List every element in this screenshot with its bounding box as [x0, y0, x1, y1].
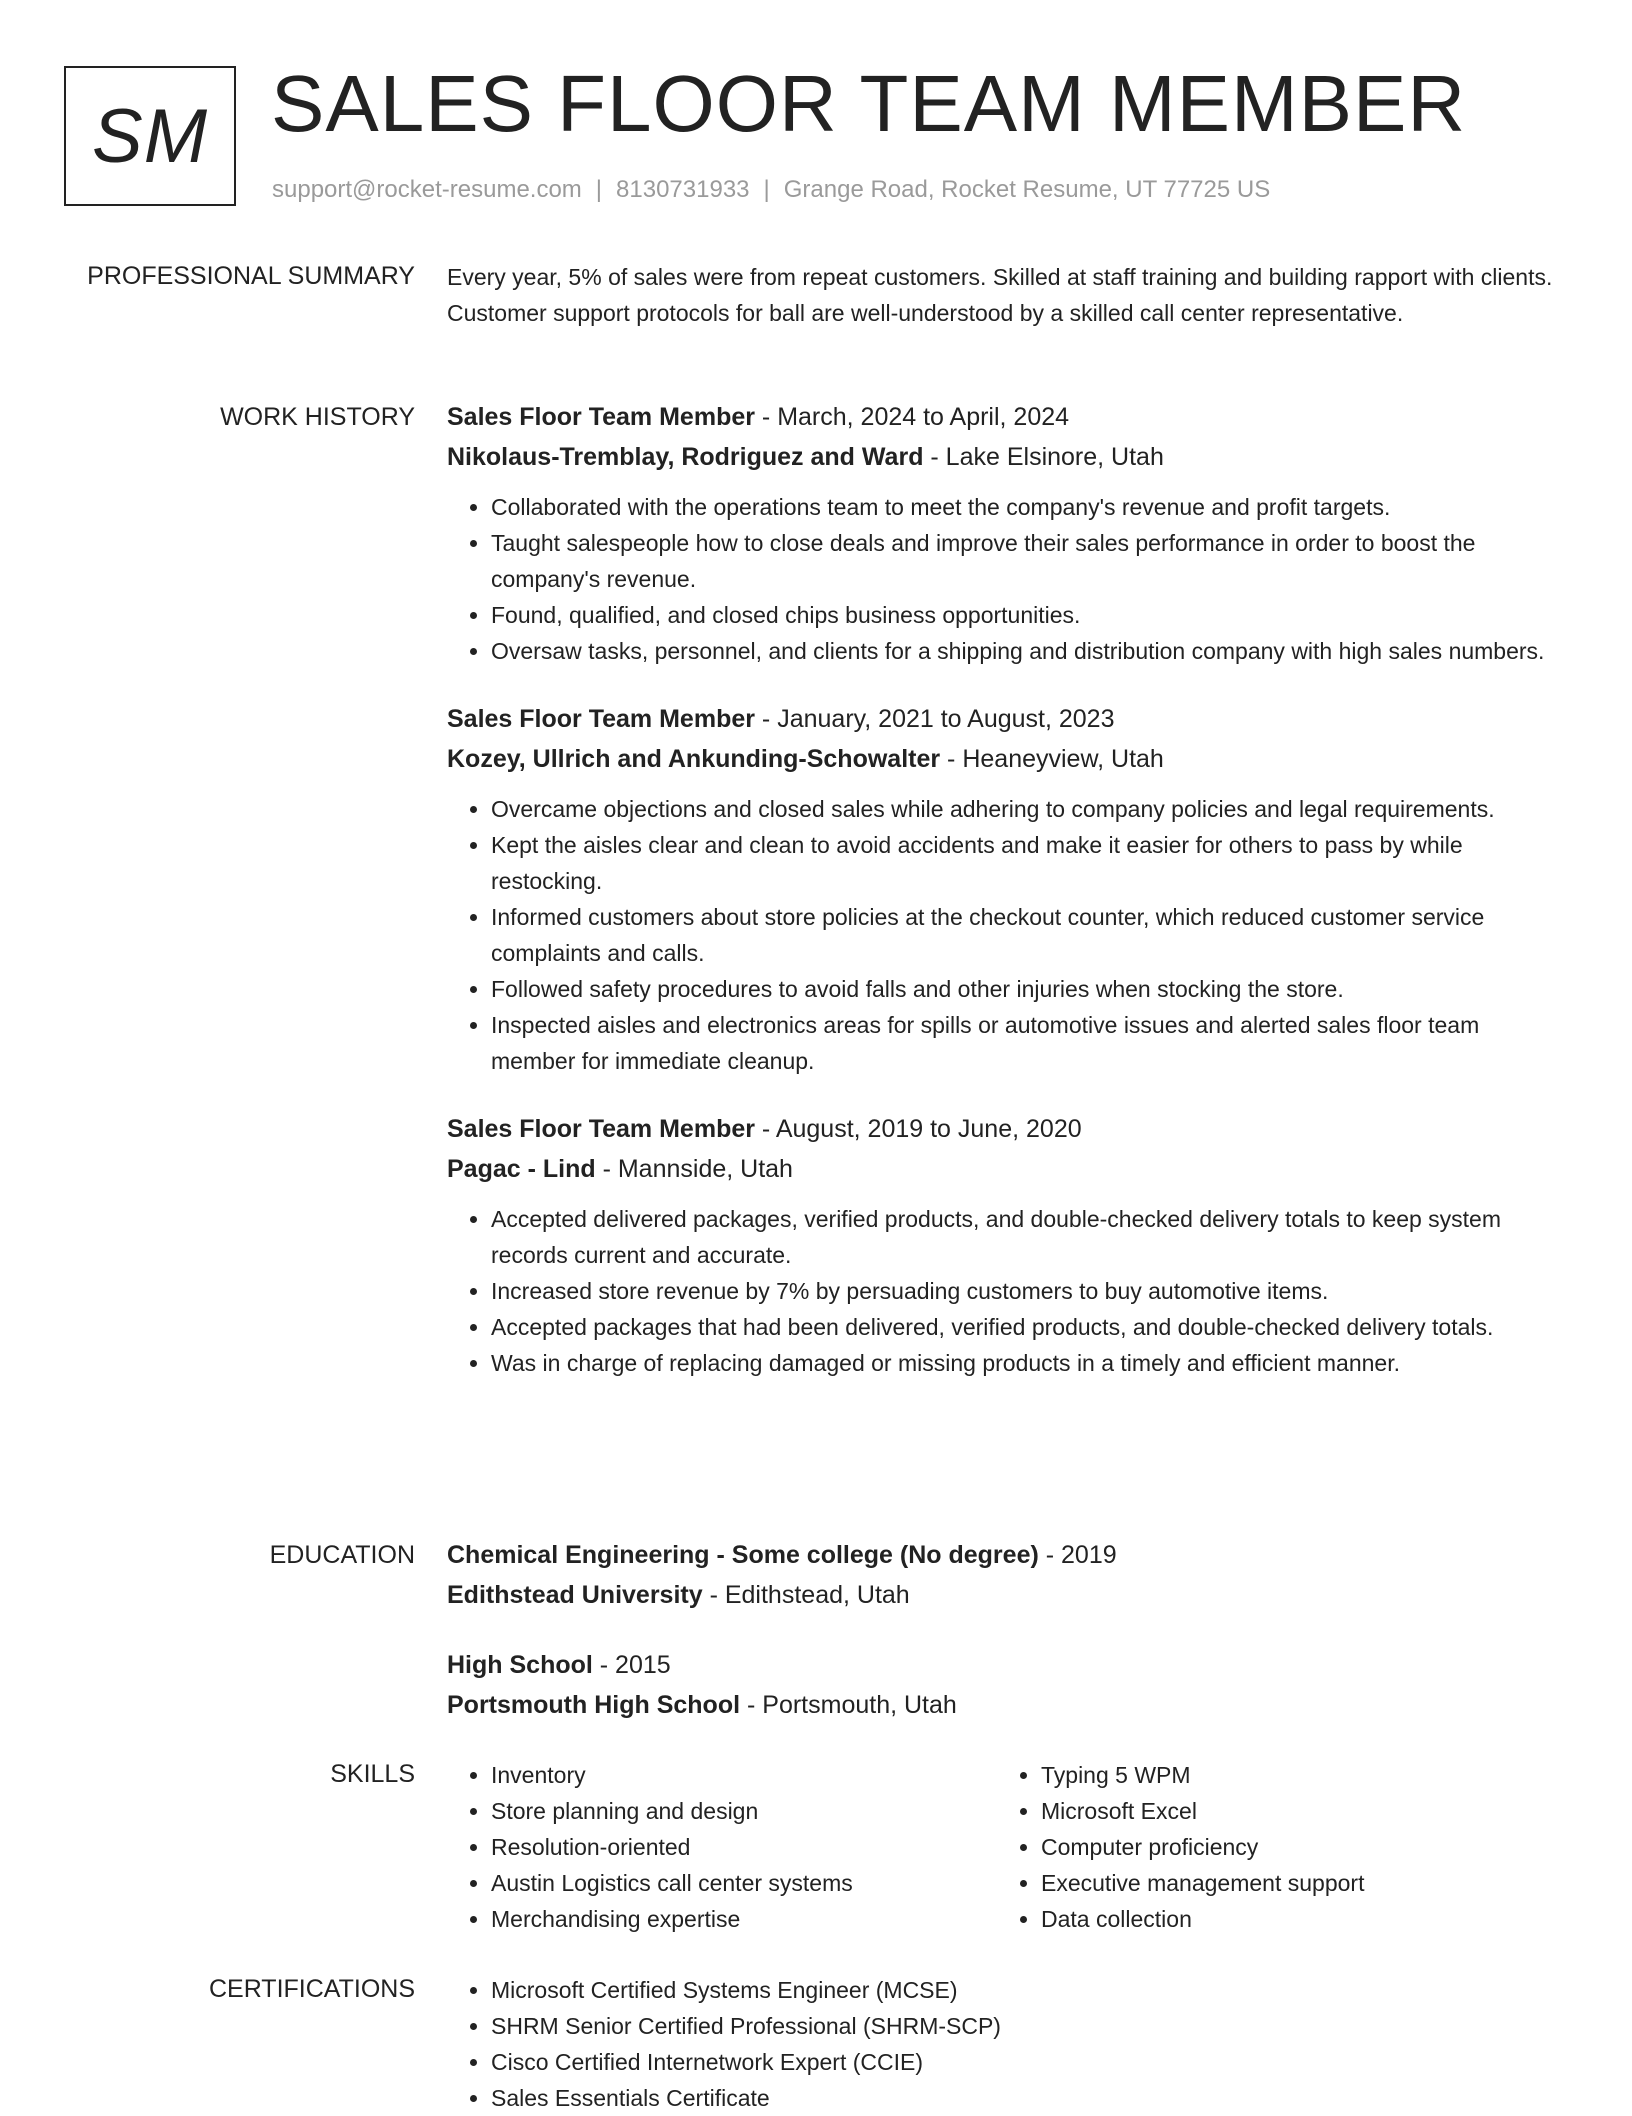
education-degree-line — [447, 1535, 1567, 1575]
job-bullet: • Taught salespeople how to close deals and improve their sales performance in order to boost the company's revenue. — [491, 525, 1567, 597]
job-bullet: • Kept the aisles clear and clean to avoid accidents and make it easier for others to pass by while restocking. — [491, 827, 1567, 899]
job-company: Kozey, Ullrich and Ankunding-Schowalter — [447, 745, 941, 773]
job-bullet: • Was in charge of replacing damaged or missing products in a timely and efficient manner. — [491, 1345, 1567, 1381]
job-location: - Lake Elsinore, Utah — [923, 443, 1164, 471]
certifications-columns — [447, 1972, 1567, 2116]
section-heading-work-history: WORK HISTORY — [220, 403, 415, 431]
contact-separator: | — [595, 176, 603, 203]
summary-body — [447, 259, 1567, 331]
section-heading-certifications: CERTIFICATIONS — [208, 1975, 415, 2003]
job-bullets — [447, 489, 1567, 669]
contact-phone[interactable]: 8130731933 — [616, 176, 750, 203]
skill-item: • Microsoft Excel — [1041, 1793, 1547, 1829]
resume-title: SALES FLOOR TEAM MEMBER — [271, 59, 1467, 148]
job-bullet: • Overcame objections and closed sales while adhering to company policies and legal requirements. — [491, 791, 1567, 827]
job-bullet: • Informed customers about store policies at the checkout counter, which reduced customer service complaints and calls. — [491, 899, 1567, 971]
contact-email[interactable]: support@rocket-resume.com — [272, 176, 582, 203]
monogram-logo: SM — [64, 66, 236, 206]
education-degree-line — [447, 1645, 1567, 1685]
job-location: - Mannside, Utah — [595, 1155, 793, 1183]
job-bullet: • Found, qualified, and closed chips business opportunities. — [491, 597, 1567, 633]
job-bullet: • Increased store revenue by 7% by persuading customers to buy automotive items. — [491, 1273, 1567, 1309]
skill-item: • Austin Logistics call center systems — [491, 1865, 997, 1901]
job-company-line — [447, 739, 1567, 779]
job-bullets — [447, 791, 1567, 1079]
job-bullets — [447, 1201, 1567, 1381]
job-dates: - January, 2021 to August, 2023 — [754, 705, 1115, 733]
certification-item: • Cisco Certified Internetwork Expert (CCIE) — [491, 2044, 1291, 2080]
job-company: Nikolaus-Tremblay, Rodriguez and Ward — [447, 443, 924, 471]
certification-item: • Sales Essentials Certificate — [491, 2080, 1291, 2116]
job-entry — [447, 1109, 1567, 1381]
education-degree: High School — [447, 1651, 593, 1679]
job-title: Sales Floor Team Member — [447, 705, 755, 733]
certification-item: • SHRM Senior Certified Professional (SHRM-SCP) — [491, 2008, 1291, 2044]
job-bullet: • Collaborated with the operations team to meet the company's revenue and profit targets. — [491, 489, 1567, 525]
education-degree: Chemical Engineering - Some college (No degree) — [447, 1541, 1039, 1569]
skill-item: • Store planning and design — [491, 1793, 997, 1829]
job-company-line — [447, 437, 1567, 477]
job-entry — [447, 699, 1567, 1079]
skills-list-right — [997, 1757, 1547, 1937]
skill-item: • Inventory — [491, 1757, 997, 1793]
certification-item: • Microsoft Certified Systems Engineer (MCSE) — [491, 1972, 1291, 2008]
skill-item: • Executive management support — [1041, 1865, 1547, 1901]
education-school-line — [447, 1575, 1567, 1615]
education-year: - 2015 — [592, 1651, 671, 1679]
education-entry — [447, 1535, 1567, 1615]
job-bullet: • Followed safety procedures to avoid falls and other injuries when stocking the store. — [491, 971, 1567, 1007]
section-heading-skills: SKILLS — [330, 1760, 415, 1788]
skill-item: • Resolution-oriented — [491, 1829, 997, 1865]
skills-body — [447, 1757, 1567, 1937]
summary-text: Every year, 5% of sales were from repeat customers. Skilled at staff training and building rapport with clients. Customer support protocols for ball are well-understood by a skilled call center representative. — [447, 264, 1553, 326]
skill-item: • Merchandising expertise — [491, 1901, 997, 1937]
job-dates: - March, 2024 to April, 2024 — [754, 403, 1070, 431]
education-year: - 2019 — [1038, 1541, 1117, 1569]
job-bullet: • Oversaw tasks, personnel, and clients for a shipping and distribution company with high sales numbers. — [491, 633, 1567, 669]
certifications-list — [447, 1972, 1291, 2116]
education-school: Edithstead University — [447, 1581, 703, 1609]
skill-item: • Typing 5 WPM — [1041, 1757, 1547, 1793]
job-dates: - August, 2019 to June, 2020 — [754, 1115, 1082, 1143]
education-location: - Portsmouth, Utah — [740, 1691, 957, 1719]
skills-columns — [447, 1757, 1567, 1937]
job-company-line — [447, 1149, 1567, 1189]
skills-list-left — [447, 1757, 997, 1937]
job-title: Sales Floor Team Member — [447, 403, 755, 431]
education-entry — [447, 1645, 1567, 1725]
education-location: - Edithstead, Utah — [702, 1581, 910, 1609]
section-heading-summary: PROFESSIONAL SUMMARY — [87, 262, 415, 290]
work-history-body — [447, 397, 1567, 1411]
education-body — [447, 1535, 1567, 1755]
job-title-line — [447, 1109, 1567, 1149]
job-bullet: • Accepted delivered packages, verified products, and double-checked delivery totals to keep system records current and accurate. — [491, 1201, 1567, 1273]
contact-separator: | — [763, 176, 770, 203]
education-school-line — [447, 1685, 1567, 1725]
skill-item: • Computer proficiency — [1041, 1829, 1547, 1865]
education-school: Portsmouth High School — [447, 1691, 741, 1719]
job-location: - Heaneyview, Utah — [940, 745, 1164, 773]
job-entry — [447, 397, 1567, 669]
job-title: Sales Floor Team Member — [447, 1115, 755, 1143]
certifications-body — [447, 1972, 1567, 2116]
job-company: Pagac - Lind — [447, 1155, 596, 1183]
section-heading-education: EDUCATION — [269, 1541, 415, 1569]
job-title-line — [447, 397, 1567, 437]
job-bullet: • Inspected aisles and electronics areas for spills or automotive issues and alerted sales floor team member for immediate cleanup. — [491, 1007, 1567, 1079]
job-bullet: • Accepted packages that had been delivered, verified products, and double-checked delivery totals. — [491, 1309, 1567, 1345]
contact-address: Grange Road, Rocket Resume, UT 77725 US — [783, 176, 1271, 203]
skill-item: • Data collection — [1041, 1901, 1547, 1937]
contact-line — [272, 176, 1270, 204]
job-title-line — [447, 699, 1567, 739]
